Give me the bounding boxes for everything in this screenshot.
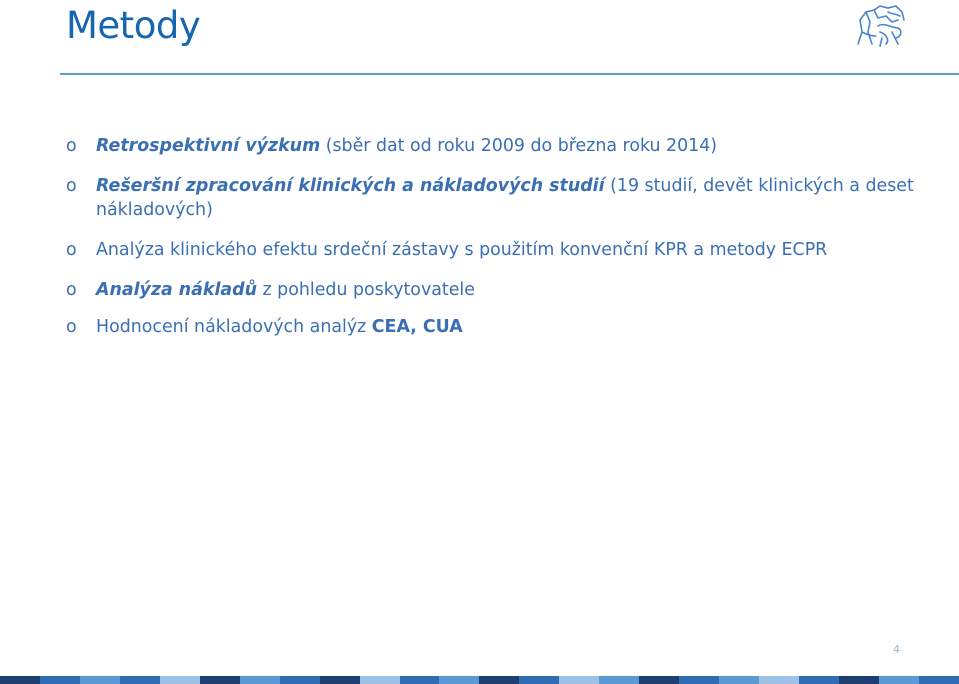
stripe-segment xyxy=(40,676,80,684)
item-emphasis: Analýza nákladů xyxy=(96,280,257,300)
stripe-segment xyxy=(599,676,639,684)
stripe-segment xyxy=(400,676,440,684)
stripe-segment xyxy=(360,676,400,684)
stripe-segment xyxy=(639,676,679,684)
stripe-segment xyxy=(879,676,919,684)
stripe-segment xyxy=(559,676,599,684)
list-item xyxy=(66,174,946,222)
stripe-segment xyxy=(919,676,959,684)
stripe-segment xyxy=(0,676,40,684)
bullet-marker: o xyxy=(66,136,77,156)
list-item xyxy=(66,134,946,158)
item-text: z pohledu poskytovatele xyxy=(257,280,475,300)
item-text: (19 studií, devět klinických a deset nákladových) xyxy=(96,176,914,220)
stripe-segment xyxy=(799,676,839,684)
bullet-marker: o xyxy=(66,240,77,260)
stripe-segment xyxy=(160,676,200,684)
stripe-segment xyxy=(320,676,360,684)
item-emphasis: CEA, CUA xyxy=(371,317,463,337)
item-emphasis: Retrospektivní výzkum xyxy=(96,136,321,156)
stripe-segment xyxy=(519,676,559,684)
item-text: Hodnocení nákladových analýz xyxy=(96,317,372,337)
item-text: (sběr dat od roku 2009 do března roku 2014) xyxy=(320,136,718,156)
stripe-segment xyxy=(240,676,280,684)
lion-crest-logo-icon xyxy=(852,2,908,48)
item-emphasis: Rešeršní zpracování klinických a nákladových studií xyxy=(96,176,605,196)
stripe-segment xyxy=(679,676,719,684)
stripe-segment xyxy=(759,676,799,684)
bullet-marker: o xyxy=(66,176,77,196)
footer-stripe xyxy=(0,676,959,684)
list-item xyxy=(66,278,946,302)
stripe-segment xyxy=(200,676,240,684)
stripe-segment xyxy=(120,676,160,684)
stripe-segment xyxy=(439,676,479,684)
stripe-segment xyxy=(80,676,120,684)
slide-number: 4 xyxy=(893,643,900,656)
method-list xyxy=(66,134,946,355)
stripe-segment xyxy=(280,676,320,684)
bullet-marker: o xyxy=(66,317,77,337)
title-underline xyxy=(60,73,959,75)
item-text: Analýza klinického efektu srdeční zástavy s použitím konvenční KPR a metody ECPR xyxy=(96,240,828,260)
stripe-segment xyxy=(839,676,879,684)
stripe-segment xyxy=(479,676,519,684)
stripe-segment xyxy=(719,676,759,684)
bullet-marker: o xyxy=(66,280,77,300)
slide-title: Metody xyxy=(66,4,201,47)
list-item xyxy=(66,315,946,339)
list-item xyxy=(66,238,946,262)
